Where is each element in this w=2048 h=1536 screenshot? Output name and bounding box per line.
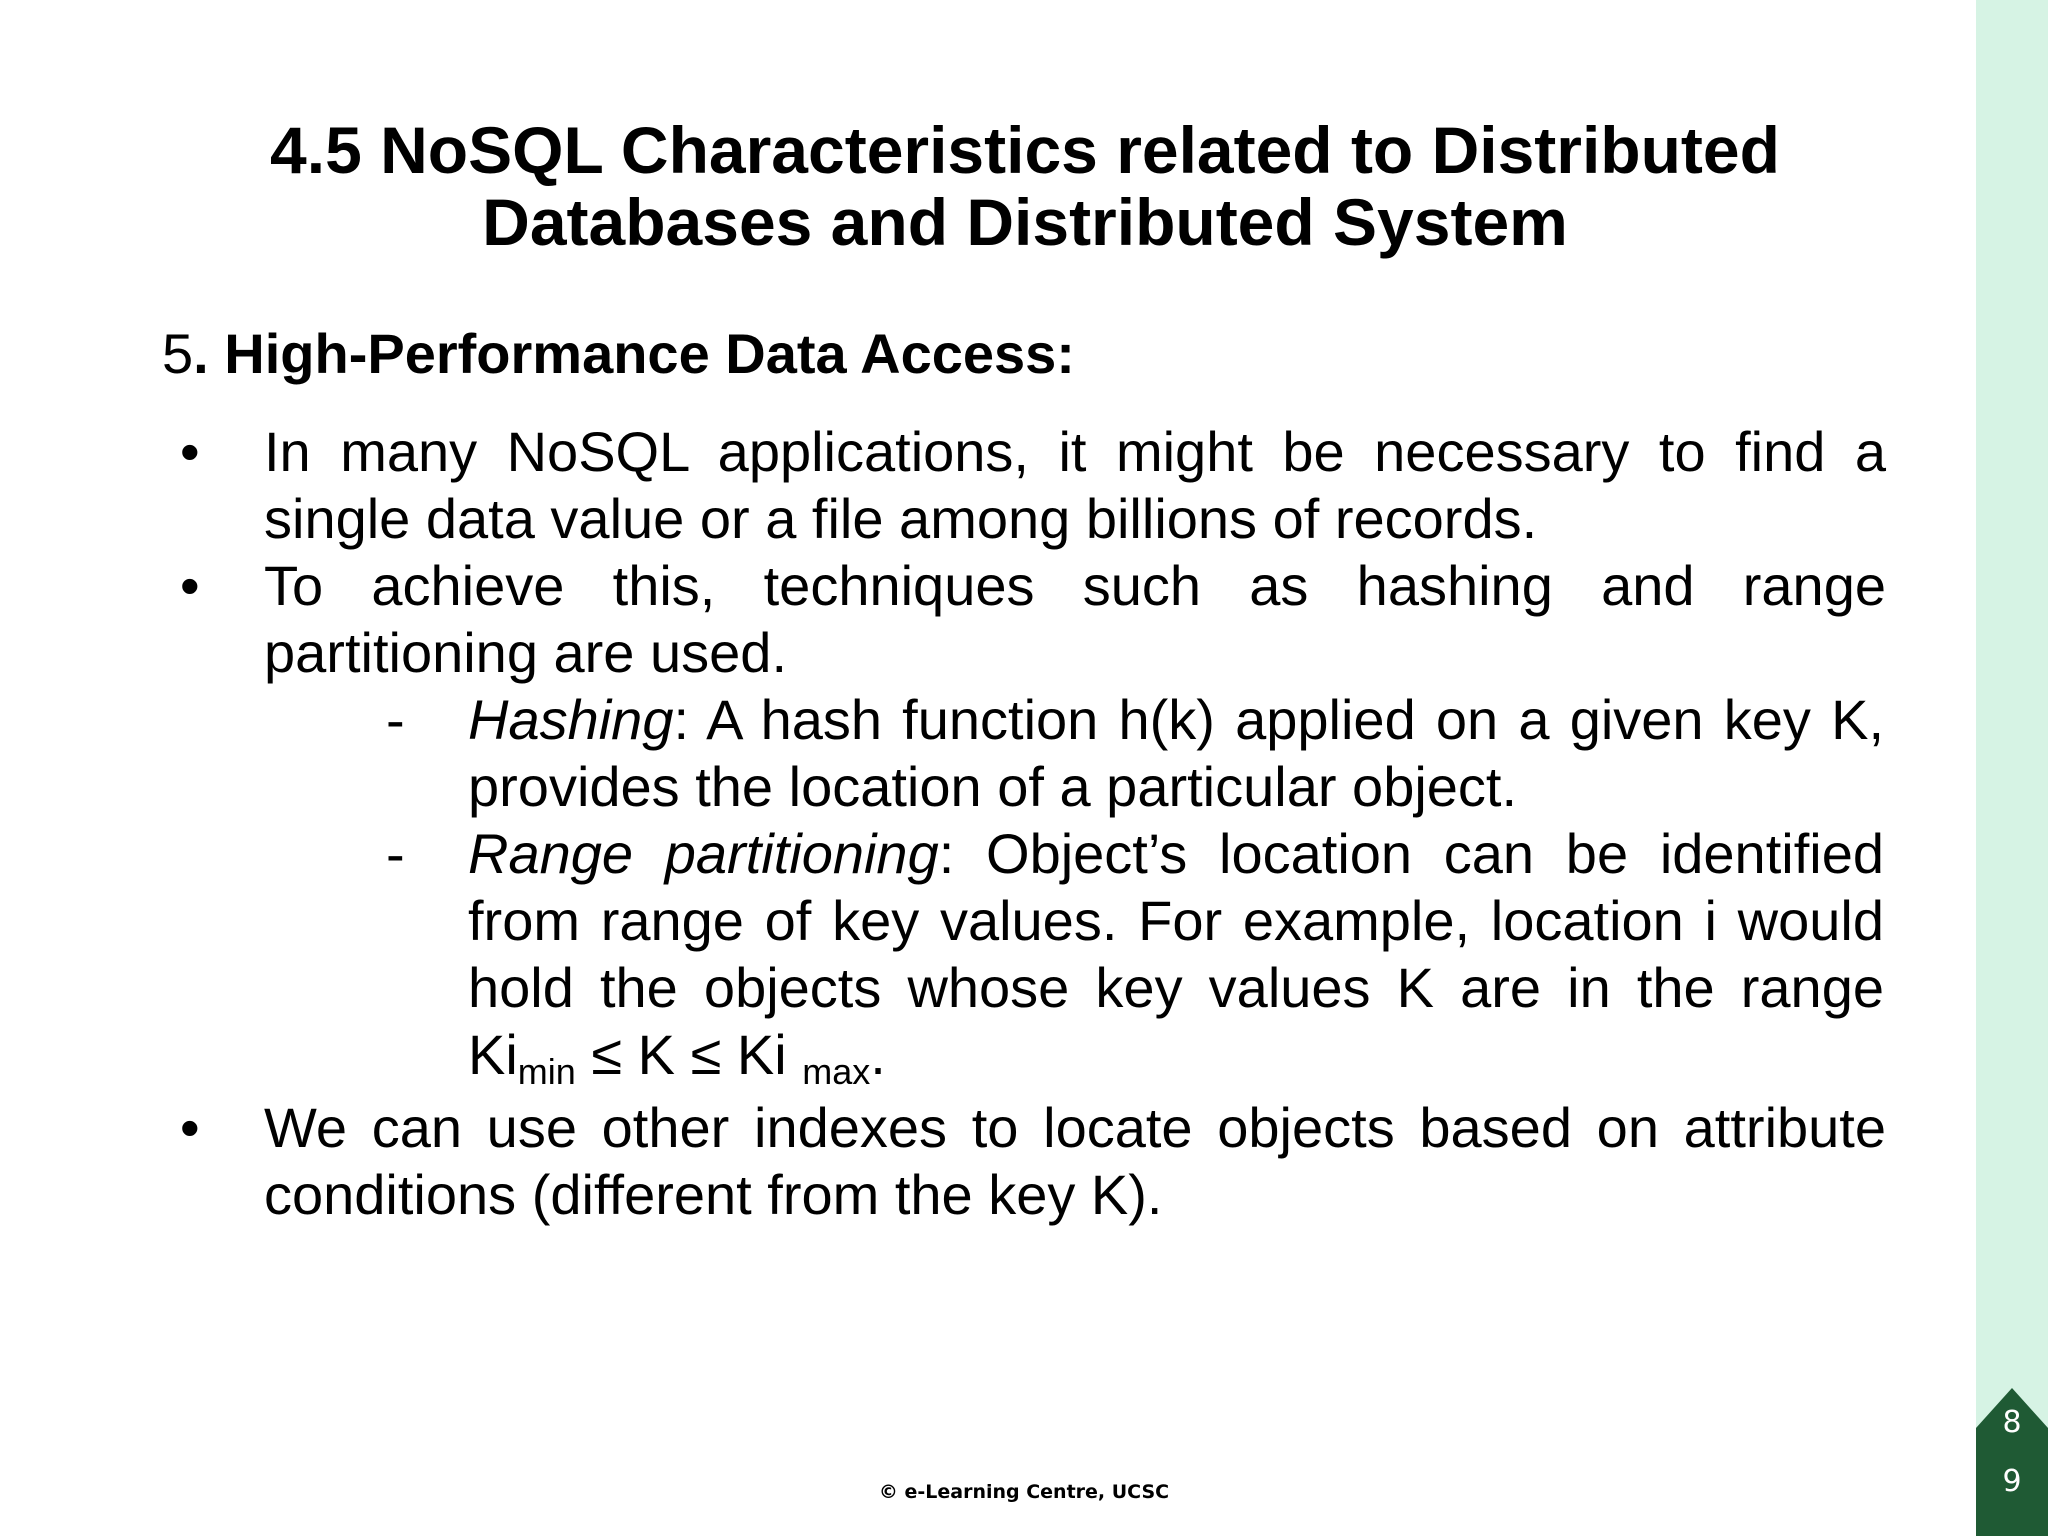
- sub-item-text: [468, 686, 1884, 820]
- bullet-mark: •: [180, 420, 200, 483]
- bullet-text: We can use other indexes to locate objects based on attribute conditions (different from the key K).: [264, 1096, 1886, 1226]
- range-description: : Object’s location can be identified from range of key values. For example, location i would hold the objects whose key values K are in the range Ki: [468, 822, 1884, 1086]
- title-line-2: Databases and Distributed System: [482, 185, 1568, 259]
- range-middle: ≤ K ≤ Ki: [575, 1023, 803, 1086]
- bullet-text: To achieve this, techniques such as hashing and range partitioning are used.: [264, 554, 1886, 684]
- hashing-description: : A hash function h(k) applied on a given key K, provides the location of a particular object.: [468, 688, 1884, 818]
- dash-mark: -: [386, 688, 405, 751]
- bullet-mark: •: [180, 1096, 200, 1159]
- section-heading: [162, 322, 1075, 386]
- footer-copyright: © e-Learning Centre, UCSC: [878, 1481, 1170, 1503]
- dash-mark: -: [386, 822, 405, 885]
- sub-item-text: [468, 820, 1884, 1092]
- term-hashing: Hashing: [468, 688, 674, 751]
- bullet-mark: •: [180, 554, 200, 617]
- side-band: [1976, 0, 2048, 1536]
- section-title: . High-Performance Data Access:: [193, 322, 1075, 385]
- slide-title: [150, 114, 1900, 258]
- section-number: 5: [162, 322, 194, 385]
- subscript-min: min: [517, 1051, 576, 1092]
- subscript-max: max: [802, 1051, 871, 1092]
- bullet-text: In many NoSQL applications, it might be necessary to find a single data value or a file among billions of records.: [264, 420, 1886, 550]
- term-range-partitioning: Range partitioning: [468, 822, 939, 885]
- range-end: .: [870, 1023, 886, 1086]
- page-number-digit-1: 8: [2002, 1405, 2022, 1440]
- page-number-digit-2: 9: [2002, 1464, 2022, 1499]
- title-line-1: 4.5 NoSQL Characteristics related to Distributed: [270, 113, 1780, 187]
